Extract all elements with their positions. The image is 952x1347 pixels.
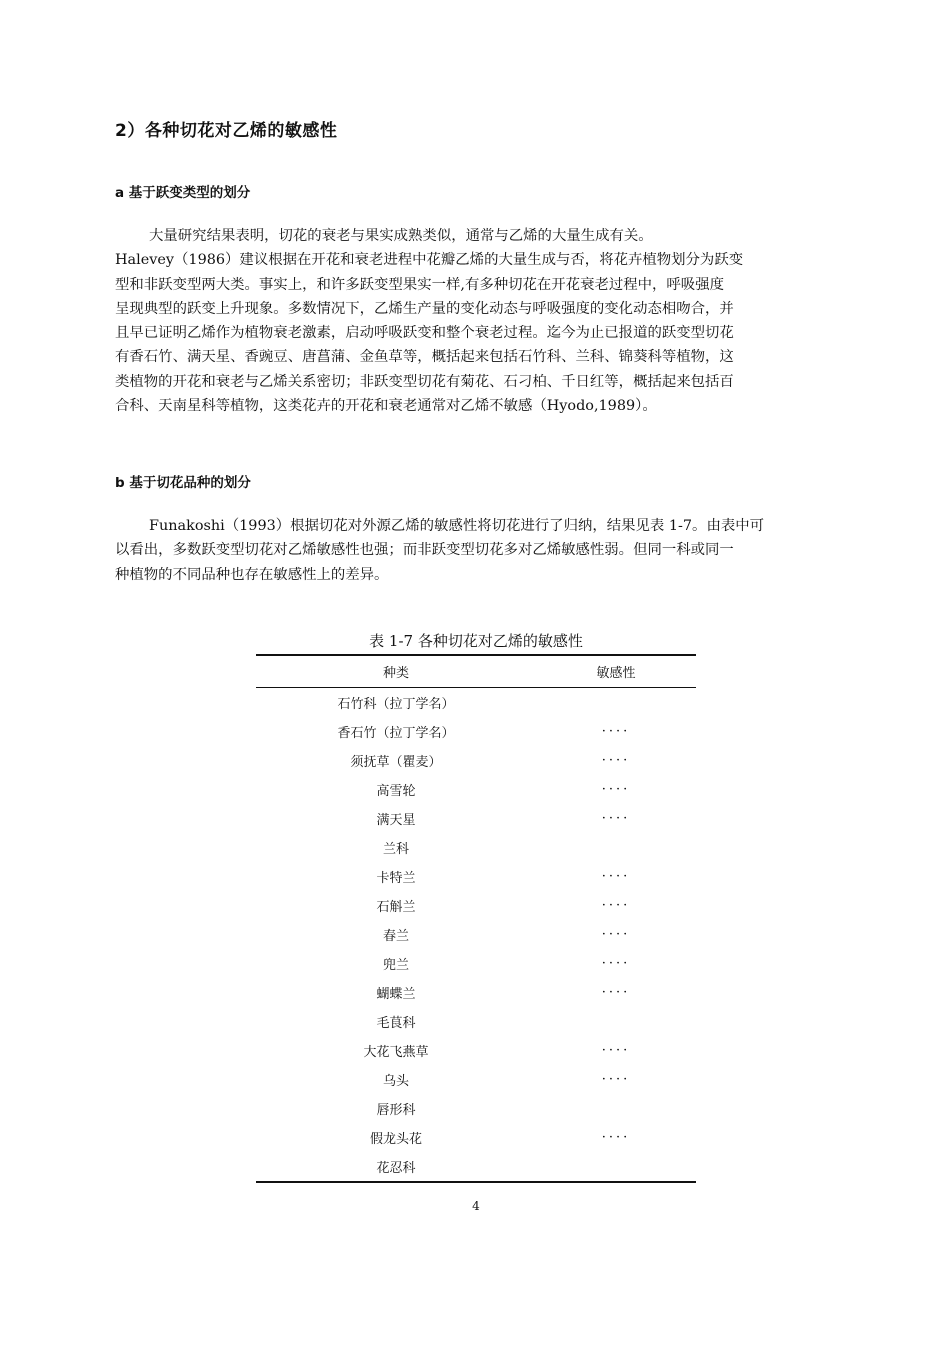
sensitivity-cell: ···· (601, 956, 631, 971)
species-cell: 大花飞燕草 (363, 1045, 429, 1060)
table-row (256, 775, 696, 804)
paragraph-a (115, 224, 837, 418)
sensitivity-cell: ···· (601, 1130, 631, 1145)
sensitivity-cell: ···· (601, 753, 631, 768)
table-row (256, 891, 696, 920)
species-cell: 蝴蝶兰 (376, 987, 416, 1002)
paragraph-line: 呈现典型的跃变上升现象。多数情况下，乙烯生产量的变化动态与呼吸强度的变化动态相吻合，并 (115, 300, 734, 317)
sensitivity-cell: ···· (601, 1043, 631, 1058)
species-cell: 高雪轮 (376, 784, 416, 799)
paragraph-line: 且早已证明乙烯作为植物衰老激素，启动呼吸跃变和整个衰老过程。迄今为止已报道的跃变型切花 (115, 325, 734, 342)
sensitivity-cell: ···· (601, 782, 631, 797)
species-cell: 石斛兰 (376, 900, 416, 915)
species-cell: 须抚草（瞿麦） (350, 755, 442, 770)
paragraph-line: 有香石竹、满天星、香豌豆、唐菖蒲、金鱼草等，概括起来包括石竹科、兰科、锦葵科等植物，这 (115, 349, 734, 366)
paragraph-line: Halevey（1986）建议根据在开花和衰老进程中花瓣乙烯的大量生成与否，将花卉植物划分为跃变 (115, 252, 744, 269)
page-number: 4 (472, 1199, 480, 1213)
table-row (256, 1094, 696, 1123)
species-cell: 满天星 (376, 813, 416, 828)
species-cell: 花忍科 (376, 1161, 416, 1176)
table-row (256, 1036, 696, 1065)
table-body (256, 688, 696, 1181)
sensitivity-cell: ···· (601, 1072, 631, 1087)
subsection-a-title: a 基于跃变类型的划分 (115, 185, 251, 201)
species-cell: 唇形科 (376, 1103, 416, 1118)
table-row (256, 862, 696, 891)
paragraph-line: 型和非跃变型两大类。事实上，和许多跃变型果实一样,有多种切花在开花衰老过程中，呼吸强度 (115, 276, 724, 293)
species-cell: 卡特兰 (376, 871, 416, 886)
species-cell: 兜兰 (382, 958, 409, 973)
table-row (256, 688, 696, 717)
sensitivity-cell: ···· (601, 985, 631, 1000)
paragraph-line: 合科、天南星科等植物，这类花卉的开花和衰老通常对乙烯不敏感（Hyodo,1989）。 (115, 398, 657, 415)
subsection-b-title: b 基于切花品种的划分 (115, 475, 251, 491)
paragraph-line: 大量研究结果表明，切花的衰老与果实成熟类似，通常与乙烯的大量生成有关。 (149, 228, 653, 244)
table-row (256, 804, 696, 833)
species-cell: 石竹科（拉丁学名） (337, 697, 455, 712)
table-header-row (256, 656, 696, 687)
table-caption: 表 1-7 各种切花对乙烯的敏感性 (369, 632, 583, 650)
table-row (256, 1065, 696, 1094)
paragraph-line: 类植物的开花和衰老与乙烯关系密切；非跃变型切花有菊花、石刁柏、千日红等，概括起来包括百 (115, 373, 734, 390)
table-row (256, 1152, 696, 1181)
table-row (256, 1007, 696, 1036)
sensitivity-cell: ···· (601, 869, 631, 884)
species-cell: 香石竹（拉丁学名） (337, 726, 455, 741)
table-row (256, 717, 696, 746)
sensitivity-cell: ···· (601, 898, 631, 913)
paragraph-line: 种植物的不同品种也存在敏感性上的差异。 (115, 566, 389, 583)
species-cell: 春兰 (382, 929, 409, 944)
table-row (256, 746, 696, 775)
paragraph-line: 以看出，多数跃变型切花对乙烯敏感性也强；而非跃变型切花多对乙烯敏感性弱。但同一科或同一 (115, 542, 734, 559)
table-row (256, 978, 696, 1007)
table-row (256, 1123, 696, 1152)
table-row (256, 920, 696, 949)
sensitivity-cell: ···· (601, 927, 631, 942)
sensitivity-cell: ···· (601, 811, 631, 826)
sensitivity-cell: ···· (601, 724, 631, 739)
table-row (256, 833, 696, 862)
sensitivity-table (256, 654, 696, 1183)
species-cell: 假龙头花 (369, 1132, 422, 1147)
species-cell: 毛茛科 (376, 1016, 416, 1031)
column-header-species: 种类 (382, 666, 409, 681)
paragraph-line: Funakoshi（1993）根据切花对外源乙烯的敏感性将切花进行了归纳，结果见表 1-7。由表中可 (149, 518, 765, 534)
column-header-sensitivity: 敏感性 (596, 666, 636, 681)
table-bottom-rule (256, 1181, 696, 1183)
table-row (256, 949, 696, 978)
section-heading: 2）各种切花对乙烯的敏感性 (115, 121, 338, 141)
species-cell: 兰科 (382, 842, 409, 857)
paragraph-b (115, 514, 837, 587)
species-cell: 乌头 (382, 1074, 409, 1089)
